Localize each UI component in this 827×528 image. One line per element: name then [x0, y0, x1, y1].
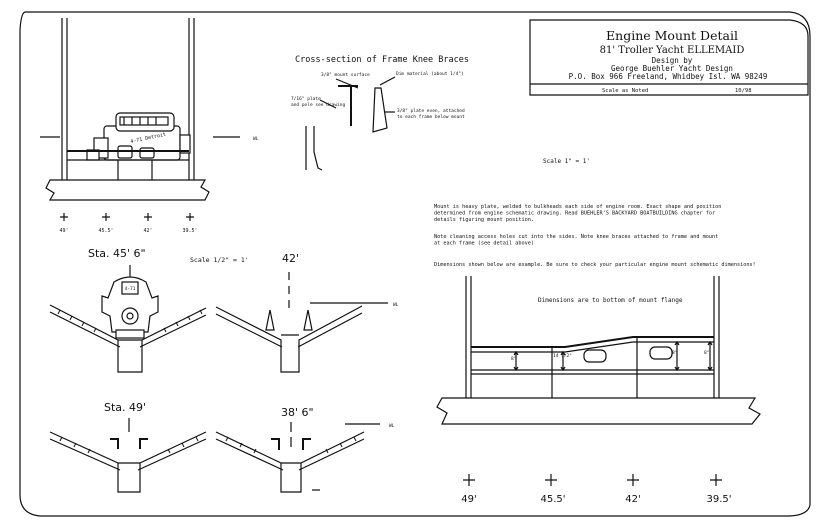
station-markers-profile [461, 474, 731, 505]
section-scale: Scale 1/2" = 1' [190, 256, 249, 264]
section-sta-38-6 [216, 406, 395, 492]
scale-note: Scale as Noted [602, 88, 649, 94]
mount-profile-view [437, 276, 760, 505]
cross-section-scale: Scale 1" = 1' [543, 158, 590, 165]
dimension-label: 8" [672, 351, 678, 356]
station-label: 42' [625, 494, 641, 505]
section-title: Sta. 49' [104, 401, 147, 414]
station-label: 45.5' [98, 228, 114, 234]
engine-elevation-view [40, 18, 259, 234]
section-views [50, 247, 399, 492]
station-label: 42' [143, 228, 153, 234]
wl-label: WL [393, 303, 399, 308]
drawing-date: 10/98 [735, 88, 752, 94]
profile-title: Dimensions are to bottom of mount flange [538, 297, 683, 304]
vessel-name: 81' Troller Yacht ELLEMAID [599, 45, 745, 56]
cross-section-title: Cross-section of Frame Knee Braces [295, 55, 469, 65]
station-markers-engine [59, 213, 197, 234]
title-block [530, 20, 808, 95]
station-label: 39.5' [706, 494, 732, 505]
notes-block [434, 204, 756, 268]
note-dimensions: Dimensions shown below are example. Be sure to check your particular engine mount schematic dimensions! [434, 262, 756, 268]
station-label: 45.5' [540, 494, 566, 505]
engine-label: 4-71 Detroit [129, 131, 167, 146]
station-label: 49' [461, 494, 477, 505]
section-sta-49 [50, 401, 206, 492]
note-mount: Mount is heavy plate, welded to bulkheads each side of engine room. Exact shape and position determined from engine schematic drawing. Read BUEHLER'S BACKYARD BOATBUILDING chapter for details figuring mount position. [434, 204, 722, 223]
dimension-label: 8" [511, 357, 517, 362]
wl-label: WL [389, 424, 395, 429]
wl-label: WL [253, 137, 259, 142]
station-label: 39.5' [182, 228, 198, 234]
designer-name: George Buehler Yacht Design [611, 64, 733, 73]
section-sta-42 [216, 252, 399, 372]
dimension-label: 8" [704, 351, 710, 356]
designer-address: P.O. Box 966 Freeland, Whidbey Isl. WA 98249 [568, 72, 768, 81]
dimension-label: 14 1/2" [553, 354, 572, 359]
label-plate-even: 3/8" plate even, attached to each frame below mount [397, 109, 465, 120]
label-dim-material: Dim material (about 1/4") [396, 72, 464, 77]
knee-brace-cross-section [291, 55, 590, 170]
section-title: Sta. 45' 6" [88, 247, 146, 260]
section-sta-45-6 [50, 247, 206, 372]
section-title: 38' 6" [281, 406, 314, 419]
section-title: 42' [282, 252, 300, 265]
note-cleaning-access: Note cleaning access holes cut into the sides. Note knee braces attached to frame and mount at each frame (see detail above) [434, 234, 719, 247]
label-plate-and-pole: 7/16" plate and pole see drawing [291, 97, 346, 108]
engine-block [87, 113, 190, 160]
design-by-label: Design by [651, 56, 693, 65]
drawing-title: Engine Mount Detail [606, 28, 738, 43]
label-mount-surface: 3/8" mount surface [321, 73, 370, 78]
engine-front-label: 4-71 [124, 287, 136, 292]
station-label: 49' [59, 228, 69, 234]
